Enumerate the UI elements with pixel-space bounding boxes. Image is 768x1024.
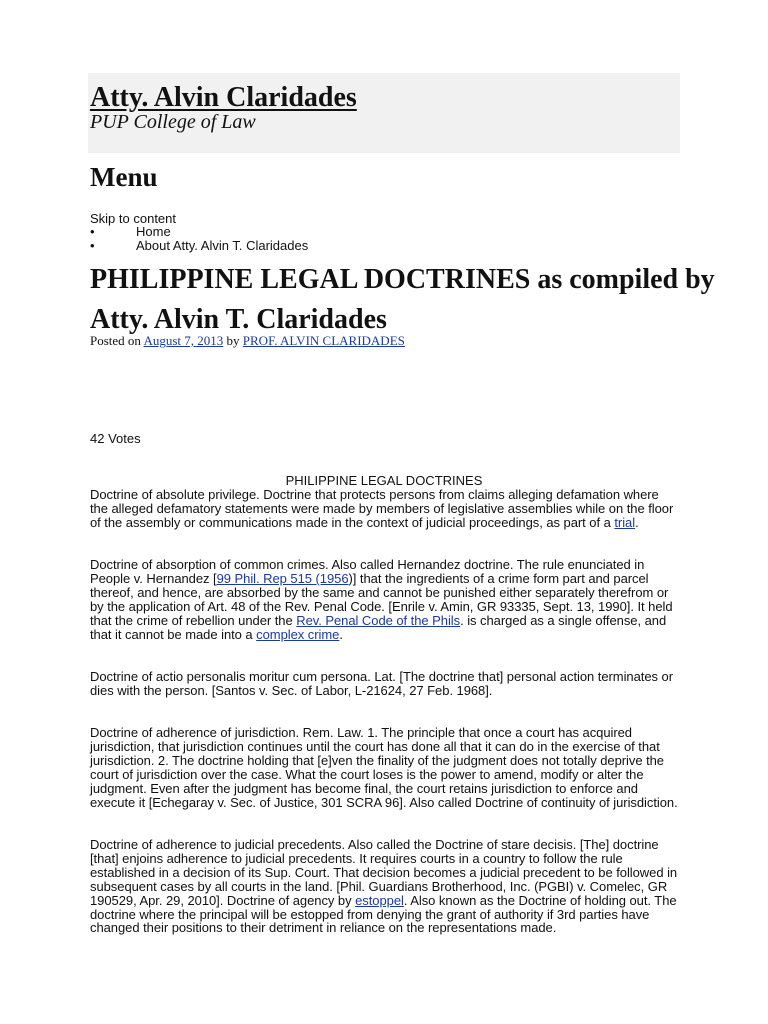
paragraph-text: Doctrine of absolute privilege. Doctrine that protects persons from claims alleging defamation where the alleged defamatory statements were made by members of legislative assemblies while on the floor of the assembly or communications made in the context of judicial proceedings, as part of a (90, 487, 674, 530)
doctrine-judicial-precedents (90, 838, 680, 935)
primary-nav (90, 225, 308, 253)
paragraph-text: Doctrine of actio personalis moritur cum persona. Lat. [The doctrine that] personal action terminates or dies with the person. [Santos v. Sec. of Labor, L-21624, 27 Feb. 1968]. (90, 669, 673, 698)
phil-rep-link[interactable]: 99 Phil. Rep 515 (1956 (216, 570, 349, 586)
estoppel-link[interactable]: estoppel (355, 892, 404, 908)
doctrine-adherence-jurisdiction (90, 726, 680, 809)
menu-heading[interactable]: Menu (90, 162, 158, 192)
nav-item-home (90, 225, 308, 239)
bullet-icon: • (90, 224, 95, 239)
complex-crime-link[interactable]: complex crime (256, 626, 340, 642)
doctrine-absorption (90, 558, 680, 641)
votes-count: 42 Votes (90, 431, 141, 446)
by-label: by (226, 333, 240, 348)
paragraph-text: . (339, 626, 343, 642)
site-description: PUP College of Law (90, 111, 256, 133)
paragraph-text: . (635, 514, 639, 530)
paragraph-text: Doctrine of absorption of common crimes. Also called Hernandez doctrine. The rule enunciated in People v. Hernandez [ (90, 557, 645, 586)
nav-item-about (90, 239, 308, 253)
skip-to-content-link[interactable]: Skip to content (90, 211, 176, 226)
doctrine-absolute-privilege (90, 488, 680, 530)
paragraph-text: . is charged as a single offense, and that it cannot be made into a (90, 612, 667, 642)
author-link[interactable]: PROF. ALVIN CLARIDADES (242, 333, 405, 348)
paragraph-text: Doctrine of adherence of jurisdiction. Rem. Law. 1. The principle that once a court has acquired jurisdiction, that jurisdiction continues until the court has done all that it can do in the exercise of that jurisdiction. 2. The doctrine holding that [e]ven the finality of the judgment does not totally deprive the court of jurisdiction over the case. What the court loses is the power to amend, modify or alter the judgment. Even after the judgment has become final, the court retains jurisdiction to enforce and execute it [Echegaray v. Sec. of Justice, 301 SCRA 96]. Also called Doctrine of continuity of jurisdiction. (90, 725, 678, 810)
doctrine-actio-personalis (90, 670, 680, 698)
nav-link-home[interactable]: Home (136, 224, 171, 239)
paragraph-text: . Also known as the Doctrine of holding out. The doctrine where the principal will be estopped from denying the grant of authority if 3rd parties have changed their positions to their detriment in reliance on the representations made. (90, 892, 677, 936)
site-title-link[interactable]: Atty. Alvin Claridades (90, 82, 357, 113)
post-title: PHILIPPINE LEGAL DOCTRINES as compiled by Atty. Alvin T. Claridades (90, 264, 715, 335)
post-date-link[interactable]: August 7, 2013 (143, 333, 224, 348)
posted-on-label: Posted on (90, 333, 141, 348)
content-heading: PHILIPPINE LEGAL DOCTRINES (285, 473, 483, 488)
paragraph-text: )] that the ingredients of a crime form part and parcel thereof, and hence, are absorbed by the same and cannot be punished either separately therefrom or by the application of Art. 48 of the Rev. Penal Code. [Enrile v. Amin, GR 93335, Sept. 13, 1990]. It held that the crime of rebellion under the (90, 570, 673, 628)
post-meta (90, 333, 405, 349)
trial-link[interactable]: trial (614, 514, 636, 530)
rev-penal-code-link[interactable]: Rev. Penal Code of the Phils (296, 612, 461, 628)
nav-link-about[interactable]: About Atty. Alvin T. Claridades (136, 238, 309, 253)
bullet-icon: • (90, 238, 95, 253)
paragraph-text: Doctrine of adherence to judicial precedents. Also called the Doctrine of stare decisis. [The] doctrine [that] enjoins adherence to judicial precedents. It requires courts in a country to follow the rule established in a decision of its Sup. Court. That decision becomes a judicial precedent to be followed in subsequent cases by all courts in the land. [Phil. Guardians Brotherhood, Inc. (PGBI) v. Comelec, GR 190529, Apr. 29, 2010]. Doctrine of agency by (90, 837, 678, 908)
